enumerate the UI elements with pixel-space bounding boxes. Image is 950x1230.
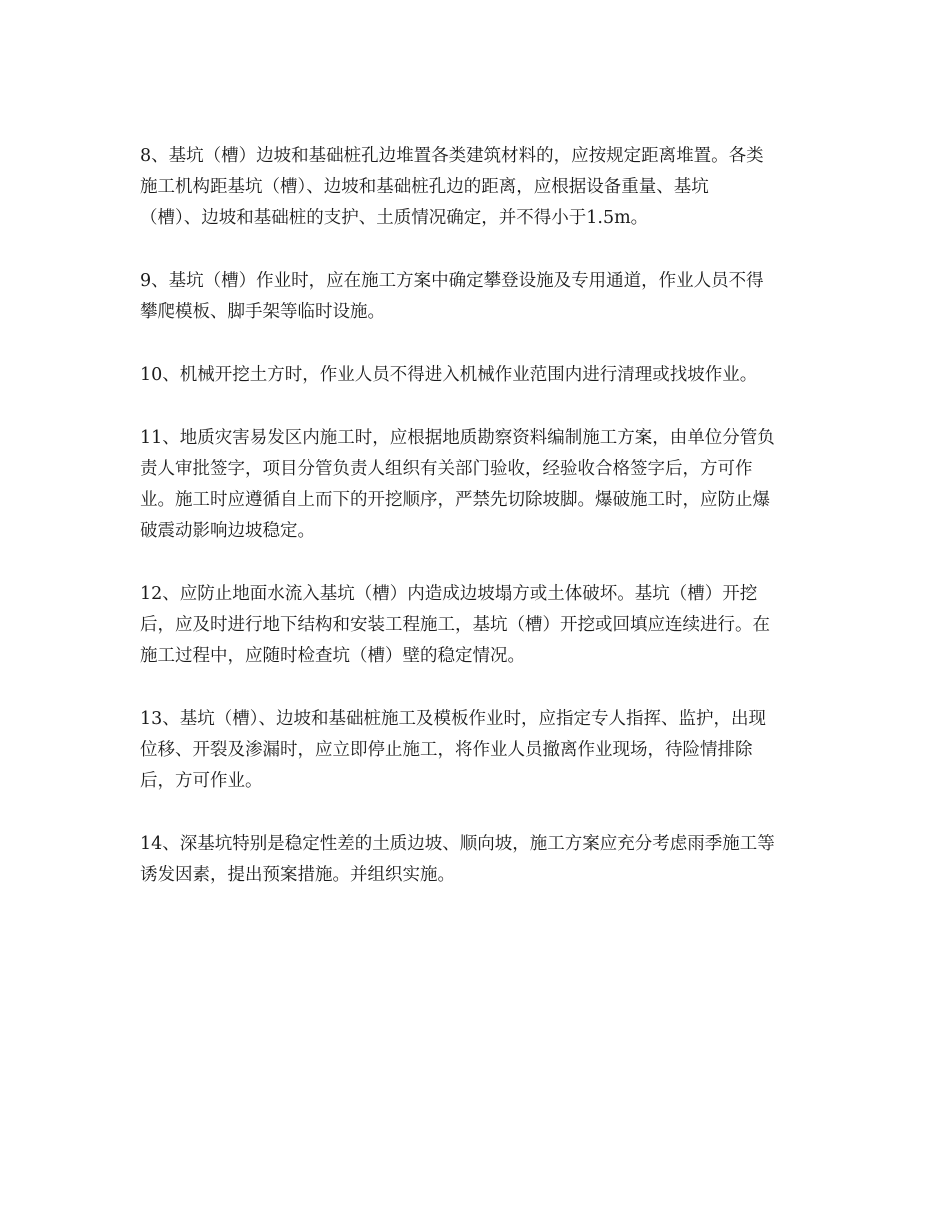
text-line: 业。施工时应遵循自上而下的开挖顺序，严禁先切除坡脚。爆破施工时，应防止爆 [140,490,770,510]
paragraph-item-8 [140,141,816,234]
text-line: 施工过程中，应随时检查坑（槽）壁的稳定情况。 [140,646,525,666]
paragraph-item-10 [140,360,816,391]
text-line: 责人审批签字，项目分管负责人组织有关部门验收，经验收合格签字后，方可作 [140,459,753,479]
paragraph-item-9 [140,266,816,328]
text-line: 位移、开裂及渗漏时，应立即停止施工，将作业人员撤离作业现场，待险情排除 [140,740,753,760]
paragraph-item-14 [140,829,816,891]
paragraph-item-12 [140,579,816,672]
paragraph-item-11 [140,423,816,547]
paragraph-item-13 [140,704,816,797]
text-line: 11、地质灾害易发区内施工时，应根据地质勘察资料编制施工方案，由单位分管负 [140,428,775,448]
text-line: 9、基坑（槽）作业时，应在施工方案中确定攀登设施及专用通道，作业人员不得 [140,271,764,291]
text-line: 12、应防止地面水流入基坑（槽）内造成边坡塌方或土体破坏。基坑（槽）开挖 [140,584,758,604]
text-line: 后，应及时进行地下结构和安装工程施工，基坑（槽）开挖或回填应连续进行。在 [140,615,770,635]
text-line: 10、机械开挖土方时，作业人员不得进入机械作业范围内进行清理或找坡作业。 [140,365,758,385]
text-line: 13、基坑（槽）、边坡和基础桩施工及模板作业时，应指定专人指挥、监护，出现 [140,709,767,729]
text-line: 破震动影响边坡稳定。 [140,521,315,541]
text-line: 8、基坑（槽）边坡和基础桩孔边堆置各类建筑材料的，应按规定距离堆置。各类 [140,146,764,166]
text-line: 攀爬模板、脚手架等临时设施。 [140,302,385,322]
document-body [140,141,816,923]
text-line: 14、深基坑特别是稳定性差的土质边坡、顺向坡，施工方案应充分考虑雨季施工等 [140,834,775,854]
text-line: 后，方可作业。 [140,771,263,791]
text-line: 诱发因素，提出预案措施。并组织实施。 [140,865,455,885]
text-line: 施工机构距基坑（槽）、边坡和基础桩孔边的距离，应根据设备重量、基坑 [140,177,709,197]
text-line: （槽）、边坡和基础桩的支护、土质情况确定，并不得小于1.5m。 [140,208,649,228]
